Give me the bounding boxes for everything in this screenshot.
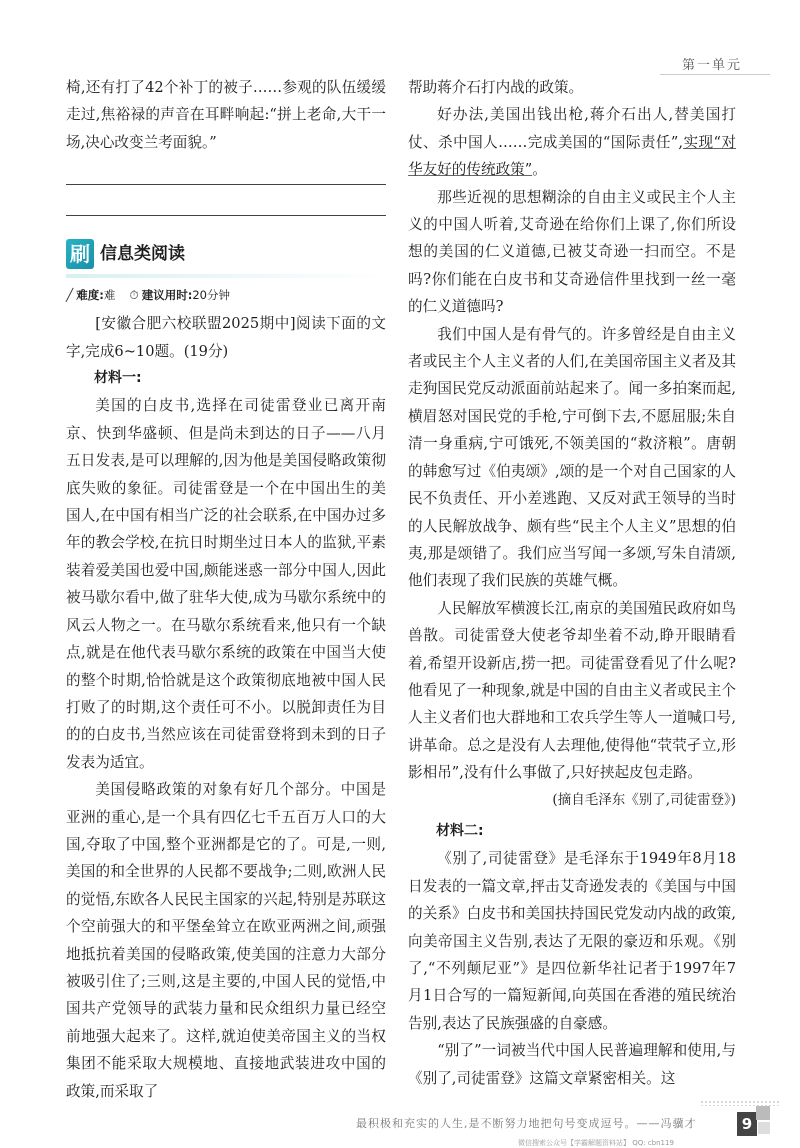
section-title: 信息类阅读 (100, 243, 185, 264)
material-1-paragraph-1: 美国的白皮书,选择在司徒雷登业已离开南京、快到华盛顿、但是尚未到达的日子——八月五日发表,是可以理解的,因为他是美国侵略政策彻底失败的象征。司徒雷登是一个在中国出生的美国人,在中国有相当广泛的社会联系,在中国办过多年的教会学校,在抗日时期坐过日本人的监狱,平素装着爱美国也爱中国,颇能迷惑一部分中国人,因此被马歇尔看中,做了驻华大使,成为马歇尔系统中的风云人物之一。在马歇尔系统看来,他只有一个缺点,就是在他代表马歇尔系统的政策在中国当大使的整个时期,恰恰就是这个政策彻底地被中国人民打败了的时期,这个责任可不小。以脱卸责任为目的的白皮书,当然应该在司徒雷登将到未到的日子发表为适宜。 (66, 397, 386, 771)
paragraph-backbone: 我们中国人是有骨气的。许多曾经是自由主义者或民主个人主义者的人们,在美国帝国主义者及其走狗国民党反动派面前站起来了。闻一多拍案而起,横眉怒对国民党的手枪,宁可倒下去,不愿屈服;朱自清一身重病,宁可饿死,不领美国的“救济粮”。唐朝的韩愈写过《伯夷颂》,颂的是一个对自己国家的人民不负责任、开小差逃跑、又反对武王领导的当时的人民解放战争、颇有些“民主个人主义”思想的伯夷,那是颂错了。我们应当写闻一多颂,写朱自清颂,他们表现了我们民族的英雄气概。 (408, 325, 736, 590)
suggested-time: ⏱ 建议用时:20分钟 (129, 287, 230, 302)
meta-row (66, 284, 386, 306)
right-column (408, 74, 736, 1092)
material-2-title: 材料二: (436, 822, 484, 839)
stopwatch-icon: ⏱ (129, 287, 139, 302)
underlined-phrase: 实现“对华友好的传统政策” (408, 133, 737, 179)
unit-label: 第一单元 (681, 58, 742, 73)
section-underline (66, 274, 386, 278)
continued-paragraph: 帮助蒋介石打内战的政策。 (408, 79, 584, 96)
material-2-paragraph-2: “别了”一词被当代中国人民普遍理解和使用,与《别了,司徒雷登》这篇文章紧密相关。这 (408, 1042, 736, 1087)
instruction: [安徽合肥六校联盟2025期中]阅读下面的文字,完成6~10题。(19分) (66, 315, 386, 360)
left-column (66, 74, 386, 1105)
footer-decoration (756, 1106, 770, 1120)
intro-paragraph: 椅,还有打了42个补丁的被子……参观的队伍缓缓走过,焦裕禄的声音在耳畔响起:“拼上老命,大干一场,决心改变兰考面貌。” (66, 79, 386, 151)
footer-watermark-text: 微信搜索公众号【学霸解题资料站】 QQ: cbn119 (518, 1139, 674, 1147)
material-1-title: 材料一: (94, 370, 142, 387)
material-2-paragraph-1: 《别了,司徒雷登》是毛泽东于1949年8月18日发表的一篇文章,抨击艾奇逊发表的《美国与中国的关系》白皮书和美国扶持国民党发动内战的政策,向美帝国主义告别,表达了无限的豪迈和乐观。《别了,“不列颠尼亚”》是四位新华社记者于1997年7月1日合写的一篇短新闻,向英国在香港的殖民统治告别,表达了民族强盛的自豪感。 (408, 850, 736, 1032)
footer-decoration-2 (758, 1122, 770, 1134)
section-header (66, 236, 386, 272)
section-badge-icon: 刷 (66, 239, 94, 269)
paragraph-good-method: 好办法,美国出钱出枪,蒋介石出人,替美国打仗、杀中国人……完成美国的“国际责任”,实现“对华友好的传统政策”。 (408, 106, 737, 179)
material-1-paragraph-2: 美国侵略政策的对象有好几个部分。中国是亚洲的重心,是一个具有四亿七千五百万人口的大国,夺取了中国,整个亚洲都是它的了。可是,一则,美国的和全世界的人民都不要战争;二则,欧洲人民的觉悟,东欧各人民民主国家的兴起,特别是苏联这个空前强大的和平堡垒耸立在欧亚两洲之间,顽强地抵抗着美国的侵略政策,使美国的注意力大部分被吸引住了;三则,这是主要的,中国人民的觉悟,中国共产党领导的武装力量和民众组织力量已经空前地强大起来了。这样,就迫使美帝国主义的当权集团不能采取大规模地、直接地武装进攻中国的政策,而采取了 (66, 781, 386, 1100)
answer-line-2[interactable] (66, 215, 386, 216)
source-citation: (摘自毛泽东《别了,司徒雷登》) (552, 791, 736, 808)
difficulty: ╱ 难度:难 (66, 287, 116, 302)
chart-icon: ╱ (66, 287, 74, 302)
page-number: 9 (737, 1112, 757, 1136)
footer-quote: 最积极和充实的人生,是不断努力地把句号变成逗号。——冯骥才 (356, 1117, 697, 1130)
paragraph-liberals: 那些近视的思想糊涂的自由主义或民主个人主义的中国人听着,艾奇逊在给你们上课了,你们所设想的美国的仁义道德,已被艾奇逊一扫而空。不是吗?你们能在白皮书和艾奇逊信件里找到一丝一毫的仁义道德吗? (408, 188, 736, 316)
paragraph-pla: 人民解放军横渡长江,南京的美国殖民政府如鸟兽散。司徒雷登大使老爷却坐着不动,睁开眼睛看着,希望开设新店,捞一把。司徒雷登看见了什么呢?他看见了一种现象,就是中国的自由主义者或民主个人主义者们也大群地和工农兵学生等人一道喊口号,讲革命。总之是没有人去理他,使得他“茕茕孑立,形影相吊”,没有什么事做了,只好挟起皮包走路。 (408, 599, 736, 782)
